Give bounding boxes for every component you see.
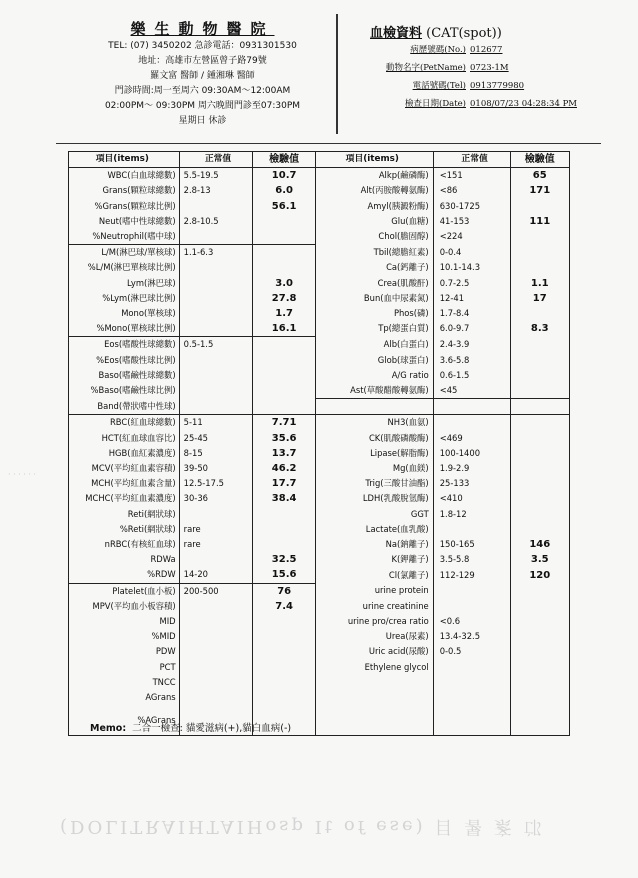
- normal-range-right: 100-1400: [433, 446, 510, 461]
- result-value-right: [510, 446, 569, 461]
- item-name-left: %Baso(嗜鹼性球比例): [90, 385, 176, 396]
- normal-range-left: 25-45: [179, 431, 253, 446]
- item-name-left: %L/M(淋巴單核球比例): [87, 262, 176, 273]
- result-value-left: [253, 383, 315, 399]
- result-value-right: 1.1: [510, 276, 569, 291]
- result-value-left: [253, 353, 315, 368]
- normal-range-right: 12-41: [433, 291, 510, 306]
- report-field-value: 0913779980: [470, 81, 525, 91]
- item-name-right: urine creatinine: [362, 600, 429, 611]
- result-value-right: [510, 383, 569, 399]
- table-row: [69, 690, 570, 705]
- table-row: [69, 567, 570, 583]
- item-name-left: PCT: [159, 661, 176, 672]
- table-row: [69, 415, 570, 431]
- table-row: [69, 614, 570, 629]
- normal-range-right: <0.6: [433, 614, 510, 629]
- normal-range-left: [179, 599, 253, 614]
- item-name-left: TNCC: [152, 676, 176, 687]
- table-row: [69, 476, 570, 491]
- result-value-right: 17: [510, 291, 569, 306]
- report-field-key: 病歷號碼(No.): [410, 45, 466, 55]
- table-row: [69, 353, 570, 368]
- item-name-left: %Lym(淋巴球比例): [102, 292, 176, 303]
- item-name-right: [315, 690, 433, 705]
- table-row: [69, 446, 570, 461]
- report-field: [370, 41, 600, 59]
- table-row: [69, 552, 570, 567]
- item-name-right: Tbil(總膽紅素): [373, 246, 429, 257]
- table-row: [69, 199, 570, 214]
- item-name-left: L/M(淋巴球/單核球): [69, 245, 180, 261]
- result-value-right: [510, 229, 569, 245]
- result-value-right: [510, 507, 569, 522]
- header-normal-right: 正常值: [433, 152, 510, 168]
- normal-range-right: 0.7-2.5: [433, 276, 510, 291]
- item-name-right: Alt(丙胺酸轉氨酶): [360, 185, 429, 196]
- normal-range-left: 0.5-1.5: [179, 337, 253, 353]
- normal-range-left: [179, 368, 253, 383]
- item-name-left: PDW: [155, 646, 176, 657]
- normal-range-left: [179, 383, 253, 399]
- result-value-left: [253, 214, 315, 229]
- table-row: [69, 629, 570, 644]
- table-row: [69, 383, 570, 399]
- result-value-left: 7.71: [253, 415, 315, 431]
- result-value-right: [510, 306, 569, 321]
- normal-range-left: [179, 321, 253, 337]
- normal-range-left: [179, 614, 253, 629]
- item-name-left: Lym(淋巴球): [126, 277, 176, 288]
- clinic-closed: 星期日 休診: [178, 116, 227, 126]
- result-value-right: 3.5: [510, 552, 569, 567]
- normal-range-left: [179, 306, 253, 321]
- result-value-left: 6.0: [253, 183, 315, 198]
- result-value-left: 15.6: [253, 567, 315, 583]
- normal-range-left: [179, 260, 253, 275]
- table-row: [69, 675, 570, 690]
- normal-range-left: [179, 199, 253, 214]
- normal-range-right: 25-133: [433, 476, 510, 491]
- normal-range-left: 1.1-6.3: [179, 245, 253, 261]
- result-value-left: [253, 368, 315, 383]
- normal-range-right: 6.0-9.7: [433, 321, 510, 337]
- table-row: [69, 291, 570, 306]
- item-name-left: AGrans: [145, 692, 176, 703]
- report-info: [370, 22, 600, 113]
- table-row: [69, 461, 570, 476]
- memo-text: 二合一檢查: 貓愛滋病(+),貓白血病(-): [132, 723, 292, 734]
- normal-range-left: [179, 629, 253, 644]
- result-value-left: 76: [253, 583, 315, 599]
- normal-range-right: [433, 660, 510, 675]
- result-value-left: [253, 522, 315, 537]
- report-field: [370, 95, 600, 113]
- item-name-left: %Grans(顆粒球比例): [94, 200, 176, 211]
- item-name-right: Tp(總蛋白質): [378, 323, 429, 334]
- normal-range-left: 14-20: [179, 567, 253, 583]
- normal-range-right: 10.1-14.3: [433, 260, 510, 275]
- clinic-tel: TEL: (07) 3450202 急診電話：0931301530: [108, 41, 297, 51]
- result-value-right: 120: [510, 567, 569, 583]
- item-name-right: NH3(血氨): [315, 415, 433, 431]
- item-name-right: Amyl(胰澱粉酶): [367, 200, 429, 211]
- normal-range-right: 630-1725: [433, 199, 510, 214]
- item-name-right: Lactate(血乳酸): [365, 523, 429, 534]
- normal-range-left: 5.5-19.5: [179, 168, 253, 184]
- item-name-right: Crea(肌酸酐): [377, 277, 429, 288]
- item-name-left: Mono(單核球): [121, 308, 176, 319]
- item-name-left: HGB(血紅素濃度): [108, 447, 176, 458]
- normal-range-left: 2.8-10.5: [179, 214, 253, 229]
- clinic-hours-1: 門診時間:周一至周六 09:30AM～12:00AM: [114, 86, 291, 96]
- normal-range-right: 2.4-3.9: [433, 337, 510, 353]
- normal-range-right: 112-129: [433, 567, 510, 583]
- clinic-name: 樂生動物醫院: [130, 20, 275, 38]
- normal-range-right: 1.8-12: [433, 507, 510, 522]
- item-name-left: %Reti(網狀球): [119, 523, 176, 534]
- result-value-left: 38.4: [253, 491, 315, 506]
- item-name-right: Alb(白蛋白): [383, 339, 429, 350]
- normal-range-left: 12.5-17.5: [179, 476, 253, 491]
- item-name-right: Mg(血鎂): [392, 463, 429, 474]
- normal-range-right: [433, 583, 510, 599]
- result-value-left: [253, 229, 315, 245]
- result-value-left: [253, 690, 315, 705]
- table-row: [69, 306, 570, 321]
- item-name-left: Reti(網狀球): [127, 508, 176, 519]
- item-name-right: [315, 399, 433, 415]
- result-value-left: 3.0: [253, 276, 315, 291]
- result-value-right: [510, 522, 569, 537]
- table-row: [69, 337, 570, 353]
- item-name-left: MID: [159, 616, 176, 627]
- normal-range-left: rare: [179, 522, 253, 537]
- normal-range-left: 200-500: [179, 583, 253, 599]
- normal-range-right: [433, 599, 510, 614]
- report-field: [370, 59, 600, 77]
- normal-range-right: 41-153: [433, 214, 510, 229]
- item-name-right: Na(鈉離子): [385, 539, 429, 550]
- result-value-left: [253, 507, 315, 522]
- item-name-right: LDH(乳酸脫氫酶): [362, 493, 429, 504]
- result-value-right: [510, 199, 569, 214]
- table-row: [69, 245, 570, 261]
- table-row: [69, 522, 570, 537]
- normal-range-right: [433, 399, 510, 415]
- result-value-right: 146: [510, 537, 569, 552]
- memo-label: Memo:: [90, 723, 127, 734]
- normal-range-right: <469: [433, 431, 510, 446]
- report-title-main: 血檢資料: [370, 26, 423, 41]
- header-rule: [56, 143, 601, 144]
- item-name-left: MCHC(平均紅血素濃度): [85, 493, 176, 504]
- report-header: [0, 0, 638, 150]
- report-field-value: 0108/07/23 04:28:34 PM: [470, 99, 577, 109]
- header-items-right: 項目(items): [315, 152, 433, 168]
- normal-range-left: rare: [179, 537, 253, 552]
- normal-range-right: 3.6-5.8: [433, 353, 510, 368]
- table-row: [69, 276, 570, 291]
- result-value-right: 111: [510, 214, 569, 229]
- item-name-right: Cl(氯離子): [388, 569, 429, 580]
- memo: [90, 720, 291, 734]
- table-row: [69, 183, 570, 198]
- table-row: [69, 431, 570, 446]
- result-value-left: 46.2: [253, 461, 315, 476]
- item-name-right: Chol(膽固醇): [378, 231, 429, 242]
- normal-range-left: [179, 291, 253, 306]
- normal-range-right: <86: [433, 183, 510, 198]
- normal-range-right: [433, 522, 510, 537]
- item-name-left: MPV(平均血小板容積): [92, 600, 176, 611]
- result-value-right: [510, 705, 569, 736]
- item-name-left: %MID: [151, 631, 176, 642]
- result-value-right: [510, 461, 569, 476]
- item-name-right: GGT: [410, 508, 429, 519]
- result-value-left: [253, 660, 315, 675]
- normal-range-right: [433, 705, 510, 736]
- report-field-value: 0723-1M: [470, 63, 509, 73]
- result-value-right: 171: [510, 183, 569, 198]
- result-value-left: [253, 644, 315, 659]
- item-name-right: A/G ratio: [391, 369, 429, 380]
- normal-range-right: [433, 415, 510, 431]
- result-value-left: [253, 337, 315, 353]
- result-value-left: [253, 675, 315, 690]
- clinic-address: 地址：高雄市左營區曾子路79號: [138, 56, 267, 66]
- item-name-left: %Eos(嗜酸性球比例): [96, 354, 176, 365]
- normal-range-right: <224: [433, 229, 510, 245]
- item-name-right: [315, 675, 433, 690]
- result-value-right: [510, 614, 569, 629]
- normal-range-right: 0.6-1.5: [433, 368, 510, 383]
- table-header-row: [69, 152, 570, 168]
- normal-range-left: [179, 644, 253, 659]
- item-name-left: Neut(嗜中性球總數): [98, 215, 176, 226]
- header-items-left: 項目(items): [69, 152, 180, 168]
- report-field-key: 動物名字(PetName): [385, 63, 466, 73]
- result-value-right: [510, 368, 569, 383]
- report-field-key: 電話號碼(Tel): [412, 81, 466, 91]
- normal-range-right: 1.7-8.4: [433, 306, 510, 321]
- result-value-left: [253, 245, 315, 261]
- item-name-right: Glob(球蛋白): [377, 354, 429, 365]
- normal-range-left: 8-15: [179, 446, 253, 461]
- result-value-right: [510, 675, 569, 690]
- normal-range-left: [179, 507, 253, 522]
- normal-range-left: [179, 399, 253, 415]
- normal-range-left: [179, 675, 253, 690]
- result-value-left: 56.1: [253, 199, 315, 214]
- table-row: [69, 491, 570, 506]
- table-row: [69, 660, 570, 675]
- report-title-sub: (CAT(spot)): [426, 26, 502, 41]
- clinic-info: [70, 18, 335, 129]
- table-row: [69, 321, 570, 337]
- item-name-right: Lipase(解脂酶): [370, 447, 429, 458]
- result-value-right: 8.3: [510, 321, 569, 337]
- header-divider: [336, 14, 338, 134]
- normal-range-left: [179, 229, 253, 245]
- item-name-right: Urea(尿素): [385, 631, 429, 642]
- result-value-left: [253, 399, 315, 415]
- report-field-value: 012677: [470, 45, 503, 55]
- result-value-right: [510, 491, 569, 506]
- item-name-left: RBC(紅血球總數): [69, 415, 180, 431]
- report-title: [370, 22, 600, 41]
- result-value-right: [510, 399, 569, 415]
- item-name-right: Trig(三酸甘油酯): [365, 478, 429, 489]
- normal-range-right: <151: [433, 168, 510, 184]
- result-value-left: 13.7: [253, 446, 315, 461]
- result-value-left: 35.6: [253, 431, 315, 446]
- item-name-right: Phos(磷): [393, 308, 429, 319]
- table-row: [69, 583, 570, 599]
- table-row: [69, 168, 570, 184]
- result-value-left: [253, 629, 315, 644]
- result-value-right: [510, 660, 569, 675]
- normal-range-right: 3.5-5.8: [433, 552, 510, 567]
- item-name-right: Ast(草酸醋酸轉氨酶): [350, 385, 429, 396]
- item-name-left: MCV(平均紅血素容積): [91, 463, 176, 474]
- result-value-right: 65: [510, 168, 569, 184]
- result-value-left: 27.8: [253, 291, 315, 306]
- normal-range-left: [179, 660, 253, 675]
- result-value-left: [253, 614, 315, 629]
- table-row: [69, 399, 570, 415]
- normal-range-left: 39-50: [179, 461, 253, 476]
- item-name-left: Baso(嗜鹼性球總數): [98, 369, 176, 380]
- header-result-right: 檢驗值: [510, 152, 569, 168]
- table-row: [69, 260, 570, 275]
- normal-range-right: [433, 690, 510, 705]
- normal-range-left: [179, 552, 253, 567]
- item-name-right: Ethylene glycol: [364, 661, 429, 672]
- result-value-left: [253, 537, 315, 552]
- table-row: [69, 507, 570, 522]
- item-name-left: Grans(顆粒球總數): [102, 185, 176, 196]
- item-name-left: Platelet(血小板): [69, 583, 180, 599]
- result-value-right: [510, 260, 569, 275]
- item-name-right: urine protein: [374, 585, 429, 596]
- item-name-right: Glu(血糖): [391, 215, 429, 226]
- normal-range-right: 0-0.4: [433, 245, 510, 261]
- normal-range-left: [179, 353, 253, 368]
- result-value-right: [510, 337, 569, 353]
- table-row: [69, 229, 570, 245]
- result-value-right: [510, 599, 569, 614]
- normal-range-left: [179, 276, 253, 291]
- normal-range-right: 13.4-32.5: [433, 629, 510, 644]
- item-name-right: Alkp(鹼磷酶): [378, 170, 429, 181]
- lab-results-table: [68, 151, 570, 736]
- table-row: [69, 214, 570, 229]
- table-row: [69, 537, 570, 552]
- normal-range-right: 1.9-2.9: [433, 461, 510, 476]
- item-name-right: urine pro/crea ratio: [347, 616, 429, 627]
- item-name-right: CK(肌酸磷酸酶): [368, 432, 429, 443]
- normal-range-right: 0-0.5: [433, 644, 510, 659]
- normal-range-left: 5-11: [179, 415, 253, 431]
- result-value-right: [510, 629, 569, 644]
- normal-range-right: 150-165: [433, 537, 510, 552]
- clinic-doctors: 羅文富 醫師 / 鍾湘琳 醫師: [150, 71, 255, 81]
- table-row: [69, 368, 570, 383]
- item-name-right: K(鉀離子): [391, 554, 429, 565]
- result-value-left: 16.1: [253, 321, 315, 337]
- result-value-left: 17.7: [253, 476, 315, 491]
- item-name-left: Band(帶狀嗜中性球): [97, 400, 176, 411]
- table-row: [69, 599, 570, 614]
- header-result-left: 檢驗值: [253, 152, 315, 168]
- result-value-right: [510, 476, 569, 491]
- result-value-right: [510, 431, 569, 446]
- item-name-left: RDWa: [150, 554, 176, 565]
- item-name-left: HCT(紅血球血容比): [101, 432, 176, 443]
- normal-range-right: <410: [433, 491, 510, 506]
- normal-range-left: [179, 690, 253, 705]
- item-name-left: nRBC(有核紅血球): [104, 539, 176, 550]
- item-name-right: Bun(血中尿素氮): [363, 292, 429, 303]
- clinic-hours-2: 02:00PM～ 09:30PM 周六晚間門診至07:30PM: [104, 101, 301, 111]
- result-value-right: [510, 415, 569, 431]
- result-value-left: [253, 260, 315, 275]
- report-field-key: 檢查日期(Date): [405, 99, 466, 109]
- result-value-left: 10.7: [253, 168, 315, 184]
- table-row: [69, 644, 570, 659]
- result-value-left: 7.4: [253, 599, 315, 614]
- bleed-through-mark: · · · · · ·: [8, 470, 36, 479]
- item-name-right: Uric acid(尿酸): [368, 646, 429, 657]
- result-value-right: [510, 644, 569, 659]
- result-value-right: [510, 245, 569, 261]
- item-name-left: %AGrans: [137, 714, 176, 725]
- result-value-left: 1.7: [253, 306, 315, 321]
- header-normal-left: 正常值: [179, 152, 253, 168]
- normal-range-left: 30-36: [179, 491, 253, 506]
- result-value-left: 32.5: [253, 552, 315, 567]
- normal-range-right: [433, 675, 510, 690]
- result-value-right: [510, 583, 569, 599]
- result-value-right: [510, 353, 569, 368]
- item-name-left: Eos(嗜酸性球總數): [69, 337, 180, 353]
- normal-range-left: 2.8-13: [179, 183, 253, 198]
- item-name-right: Ca(鈣離子): [386, 262, 429, 273]
- item-name-left: %RDW: [147, 569, 176, 580]
- report-field: [370, 77, 600, 95]
- bleed-through-mark: (DOLITRAIHTAIHosp It of ese) 目 暑 紊 邙: [60, 816, 545, 837]
- normal-range-right: <45: [433, 383, 510, 399]
- item-name-right: [315, 705, 433, 736]
- item-name-left: WBC(白血球總數): [107, 170, 176, 181]
- result-value-right: [510, 690, 569, 705]
- item-name-left: %Neutrophil(嗜中球): [92, 231, 176, 242]
- item-name-left: %Mono(單核球比例): [96, 323, 176, 334]
- item-name-left: MCH(平均紅血素含量): [91, 478, 176, 489]
